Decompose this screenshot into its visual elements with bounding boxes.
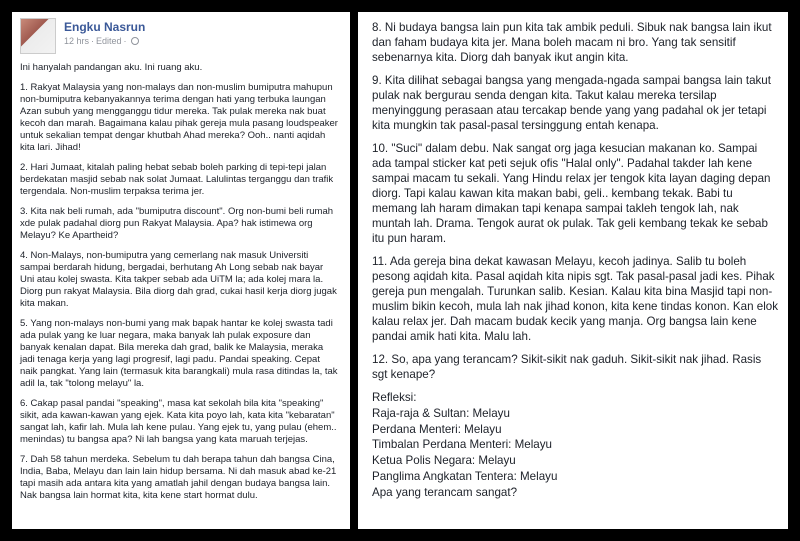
post-body-left (12, 56, 350, 502)
avatar[interactable] (20, 18, 56, 54)
post-paragraph: 7. Dah 58 tahun merdeka. Sebelum tu dah berapa tahun dah bangsa Cina, India, Baba, Melayu dan lain lain hidup bersama. Ni dah masuk abad ke-21 tapi masih ada antara kita yang amatlah jahil dengan budaya bangsa lain. Nak bangsa lain hormat kita, kita kene start hormat dulu. (20, 454, 337, 501)
refleksi-item: Raja-raja & Sultan: Melayu (372, 406, 510, 420)
post-timestamp[interactable]: 12 hrs (64, 36, 90, 46)
globe-icon (131, 37, 139, 45)
post-paragraph: 6. Cakap pasal pandai "speaking", masa kat sekolah bila kita "speaking" sikit, ada kawan-kawan yang ejek. Kata kita poyo lah, kata kita "kebaratan" sangat lah, kafir lah. Mula lah kene pulau. Yang ejek tu, yang pulau (ehem.. menindas) tu bangsa apa? Ni lah bangsa yang kata maruah terjejas. (20, 398, 337, 445)
post-left-panel (12, 12, 350, 529)
post-right-panel (358, 12, 788, 529)
post-paragraph: 1. Rakyat Malaysia yang non-malays dan non-muslim bumiputra mahupun non-bumiputra kebanyakannya terima dengan hati yang terbuka laungan Azan subuh yang mengganggu tidur mereka. Tak pulak mereka nak buat kecoh dan marah. Bagaimana kalau pihak gereja mula pasang loudspeaker untuk sekalian tempat dengar khutbah Ahad mereka? Ooh.. nanti aqidah kita lari. Jihad! (20, 82, 338, 153)
refleksi-list (372, 390, 778, 501)
post-paragraph: 5. Yang non-malays non-bumi yang mak bapak hantar ke kolej swasta tadi ada pulak yang ke luar negara, maka banyak lah pulak exposure dan banyak kenalan dapat. Bila mereka dah grad, balik ke Malaysia, meraka jadi tenaga kerja yang lagi progresif, lagi padu. Pandai speaking. Cepat naik pangkat. Yang lain (termasuk kita barangkali) mula rasa ditindas la, tak adil la, tak "tolong melayu" la. (20, 318, 338, 389)
meta-separator: · (91, 36, 95, 46)
post-body-right (358, 12, 788, 501)
edited-label[interactable]: Edited (96, 36, 122, 46)
refleksi-heading: Refleksi: (372, 391, 417, 404)
post-header (12, 12, 350, 56)
post-paragraph: 9. Kita dilihat sebagai bangsa yang mengada-ngada sampai bangsa lain takut pulak nak bergurau senda dengan kita. Takut kalau mereka tersilap menyinggung perasaan atau tercakap bende yang yang padahal ok jer tetapi kita mungkin tak pasal-pasal tersinggung entah kenapa. (372, 74, 771, 132)
refleksi-item: Perdana Menteri: Melayu (372, 422, 502, 436)
refleksi-closing: Apa yang terancam sangat? (372, 485, 518, 499)
refleksi-item: Panglima Angkatan Tentera: Melayu (372, 469, 558, 483)
author-name[interactable]: Engku Nasrun (64, 20, 146, 34)
refleksi-item: Ketua Polis Negara: Melayu (372, 454, 516, 468)
post-meta (64, 36, 139, 46)
meta-separator-2: · (123, 36, 127, 46)
post-paragraph: 8. Ni budaya bangsa lain pun kita tak ambik peduli. Sibuk nak bangsa lain ikut dan faham budaya kita jer. Mana boleh macam ni bro. Yang tak sensitif sebenarnya kita. Diorg dah banyak ikut angin kita. (372, 21, 772, 64)
post-paragraph: 4. Non-Malays, non-bumiputra yang cemerlang nak masuk Universiti sampai berdarah hidung, bergadai, berhutang Ah Long sebab nak bayar Uni atau kolej swasta. Kita takper sebab ada UiTM la; ada kolej mara la. Diorg pun rakyat Malaysia. Bila diorg dah grad, cukai hasil kerja diorg jugak kita makan. (20, 250, 337, 309)
post-paragraph: 12. So, apa yang terancam? Sikit-sikit nak gaduh. Sikit-sikit nak jihad. Rasis sgt kenape? (372, 353, 762, 381)
post-paragraph: 11. Ada gereja bina dekat kawasan Melayu, kecoh jadinya. Salib tu boleh pesong aqidah kita. Pasal aqidah kita nipis sgt. Tak pasal-pasal jadi kes. Pihak gereja pun mengalah. Turunkan salib. Kesian. Kalau kita bina Masjid tapi non-muslim bikin kecoh, mula lah nak jihad konon, kita kene tindas konon. Kan elok kalau relax jer. Dah macam budak kecik yang manja. Org bangsa lain kene pandai amik hati kita. Malu lah. (372, 255, 779, 343)
refleksi-item: Timbalan Perdana Menteri: Melayu (372, 438, 553, 452)
post-paragraph: 10. "Suci" dalam debu. Nak sangat org jaga kesucian makanan ko. Sampai ada tampal sticker kat peti sejuk ofis "Halal only". Padahal takder lah kene sampai macam tu sekali. Yang Hindu relax jer tengok kita layan daging depan diorg. Tapi kalau kawan kita makan babi, geli.. kembang tekak. Babi tu memang lah haram dimakan tapi kenapa sampai takleh tengok lah, nak muntah lah. Drama. Tengok aurat ok pulak. Tak geli kembang tekak ke sebab itu pun haram. (372, 142, 771, 245)
post-paragraph: 2. Hari Jumaat, kitalah paling hebat sebab boleh parking di tepi-tepi jalan berdekatan masjid sebab nak solat Jumaat. Lalulintas terganggu dan trafik tergendala. Non-muslim terpaksa terima jer. (20, 162, 334, 197)
post-paragraph: 3. Kita nak beli rumah, ada "bumiputra discount". Org non-bumi beli rumah xde pulak padahal diorg pun Rakyat Malaysia. Apa? hak istimewa org Melayu? Ke Apartheid? (20, 206, 334, 241)
post-intro: Ini hanyalah pandangan aku. Ini ruang aku. (20, 62, 203, 73)
